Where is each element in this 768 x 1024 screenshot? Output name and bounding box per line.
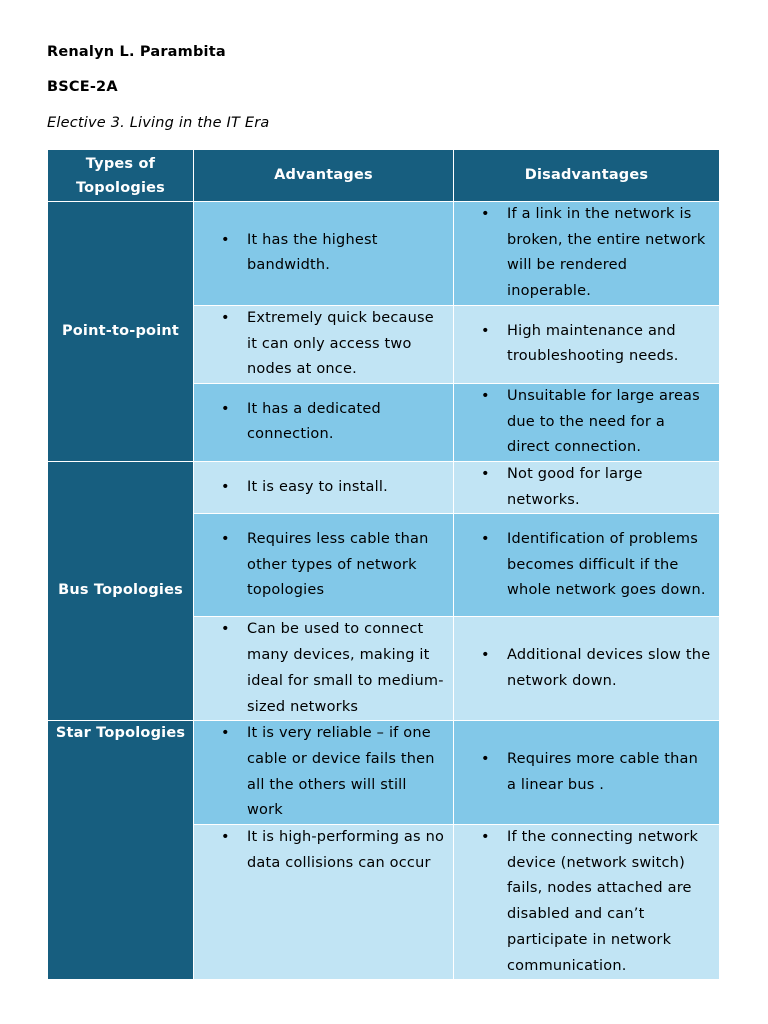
advantage-cell — [194, 617, 454, 721]
disadvantage-text: If the connecting network device (network switch) fails, nodes attached are disabled and can’t participate in network communication. — [507, 829, 699, 974]
disadvantage-cell — [454, 825, 720, 980]
advantage-cell — [194, 305, 454, 383]
bullet: • — [221, 829, 230, 846]
advantage-cell — [194, 383, 454, 461]
disadvantage-cell — [454, 721, 720, 825]
advantage-cell — [194, 202, 454, 306]
disadvantage-cell — [454, 462, 720, 514]
advantage-cell — [194, 514, 454, 617]
bullet: • — [481, 466, 490, 483]
advantage-text: It is very reliable – if one cable or device fails then all the others will still work — [247, 725, 435, 819]
advantage-text: It is easy to install. — [247, 478, 388, 495]
disadvantage-text: If a link in the network is broken, the entire network will be rendered inoperable. — [507, 206, 706, 300]
bullet: • — [221, 231, 230, 248]
disadvantage-text: Unsuitable for large areas due to the need for a direct connection. — [507, 387, 700, 456]
disadvantage-text: Not good for large networks. — [507, 466, 643, 508]
topology-table — [47, 149, 720, 980]
advantage-cell — [194, 721, 454, 825]
bullet: • — [221, 621, 230, 638]
disadvantage-text: Identification of problems becomes difficult if the whole network goes down. — [507, 530, 706, 599]
bullet: • — [481, 206, 490, 222]
disadvantage-text: Additional devices slow the network down. — [507, 647, 711, 689]
table-row — [48, 462, 720, 514]
bullet: • — [221, 400, 230, 417]
disadvantage-cell — [454, 514, 720, 617]
advantage-text: Extremely quick because it can only access two nodes at once. — [247, 309, 434, 378]
bullet: • — [221, 725, 230, 742]
advantage-text: It is high-performing as no data collisions can occur — [247, 829, 445, 871]
advantage-cell — [194, 462, 454, 514]
advantage-cell — [194, 825, 454, 980]
type-star-topologies: Star Topologies — [48, 721, 194, 980]
bullet: • — [221, 309, 230, 326]
course-section: BSCE-2A — [47, 79, 118, 95]
advantage-text: It has a dedicated connection. — [247, 400, 381, 443]
author-name: Renalyn L. Parambita — [47, 44, 226, 60]
bullet: • — [481, 387, 490, 404]
disadvantage-cell — [454, 617, 720, 721]
type-bus-topologies: Bus Topologies — [48, 462, 194, 721]
header-advantages: Advantages — [194, 150, 454, 202]
bullet: • — [221, 478, 230, 495]
type-point-to-point: Point-to-point — [48, 202, 194, 462]
bullet: • — [481, 530, 490, 547]
disadvantage-cell — [454, 202, 720, 306]
table-row — [48, 202, 720, 306]
bullet: • — [481, 647, 490, 664]
table-header-row — [48, 150, 720, 202]
bullet: • — [221, 530, 230, 547]
header-types: Types of Topologies — [48, 150, 194, 202]
disadvantage-cell — [454, 383, 720, 461]
header-disadvantages: Disadvantages — [454, 150, 720, 202]
disadvantage-text: Requires more cable than a linear bus . — [507, 750, 699, 793]
table-row — [48, 721, 720, 825]
bullet: • — [481, 322, 490, 339]
bullet: • — [481, 829, 490, 846]
advantage-text: Requires less cable than other types of network topologies — [247, 530, 429, 599]
advantage-text: Can be used to connect many devices, making it ideal for small to medium-sized networks — [247, 621, 444, 715]
disadvantage-text: High maintenance and troubleshooting needs. — [507, 322, 679, 365]
bullet: • — [481, 750, 490, 767]
disadvantage-cell — [454, 305, 720, 383]
subject-title: Elective 3. Living in the IT Era — [47, 115, 270, 131]
advantage-text: It has the highest bandwidth. — [247, 231, 378, 274]
